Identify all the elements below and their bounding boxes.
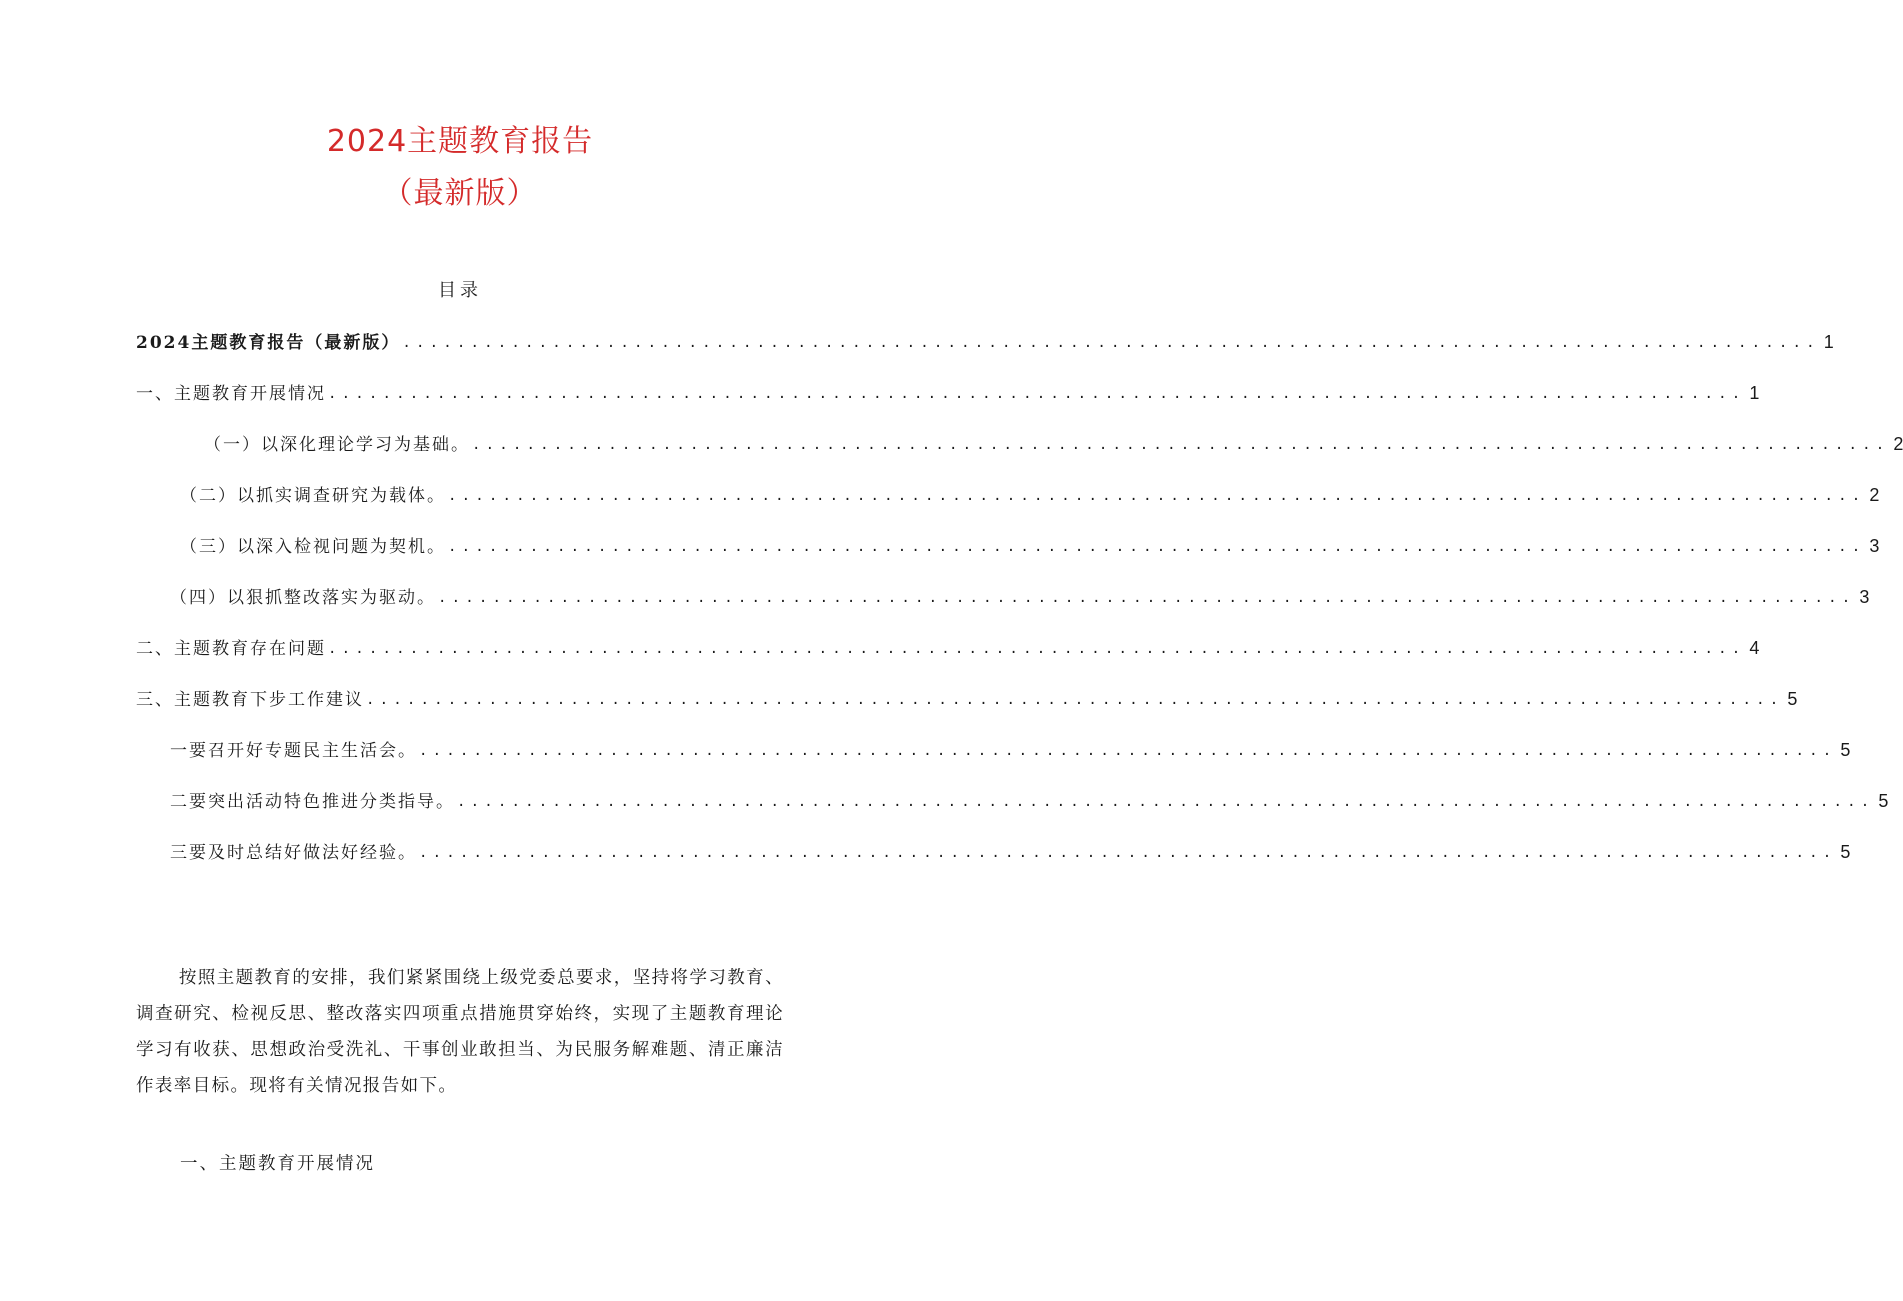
toc-entry-label: 2024主题教育报告（最新版） <box>136 333 401 353</box>
toc-dot-leader: ........................................................................................................ <box>419 743 1837 759</box>
toc-entry-page: 5 <box>1787 689 1798 709</box>
toc-dot-leader: ........................................................................................................ <box>366 692 1784 708</box>
toc-entry[interactable] <box>204 427 1903 455</box>
toc-dot-leader: ........................................................................................................ <box>402 335 1820 351</box>
toc-entry-label: （四）以狠抓整改落实为驱动。 <box>170 588 436 608</box>
toc-entry-page: 1 <box>1749 383 1760 403</box>
document-subtitle: （最新版） <box>382 176 538 211</box>
toc-dot-leader: ........................................................................................................ <box>328 641 1746 657</box>
toc-entry[interactable] <box>136 325 1834 353</box>
toc-entry[interactable] <box>170 784 1889 812</box>
toc-dot-leader: ........................................................................................................ <box>457 794 1875 810</box>
toc-entry[interactable] <box>180 529 1880 557</box>
toc-entry-label: 三要及时总结好做法好经验。 <box>170 843 417 863</box>
toc-entry-label: 三、主题教育下步工作建议 <box>136 690 364 710</box>
toc-entry-label: 一、主题教育开展情况 <box>136 384 326 404</box>
toc-entry[interactable] <box>136 682 1798 710</box>
toc-heading: 目录 <box>438 280 482 301</box>
toc-entry[interactable] <box>170 733 1851 761</box>
toc-dot-leader: ........................................................................................................ <box>328 386 1746 402</box>
toc-entry-label: 一要召开好专题民主生活会。 <box>170 741 417 761</box>
toc-entry-label: 二、主题教育存在问题 <box>136 639 326 659</box>
intro-paragraph: 按照主题教育的安排，我们紧紧围绕上级党委总要求，坚持将学习教育、调查研究、检视反思、整改落实四项重点措施贯穿始终，实现了主题教育理论学习有收获、思想政治受洗礼、干事创业敢担当、为民服务解难题、清正廉洁作表率目标。现将有关情况报告如下。 <box>136 968 784 1096</box>
toc-entry[interactable] <box>136 376 1760 404</box>
toc-entry[interactable] <box>136 631 1760 659</box>
toc-entry[interactable] <box>170 580 1870 608</box>
toc-entry-page: 5 <box>1840 842 1851 862</box>
toc-entry-page: 3 <box>1859 587 1870 607</box>
toc-dot-leader: ........................................................................................................ <box>472 437 1890 453</box>
toc-entry-label: （一）以深化理论学习为基础。 <box>204 435 470 455</box>
toc-dot-leader: ........................................................................................................ <box>419 845 1837 861</box>
toc-entry-label: （二）以抓实调查研究为载体。 <box>180 486 446 506</box>
toc-dot-leader: ........................................................................................................ <box>438 590 1856 606</box>
toc-entry-page: 1 <box>1823 332 1834 352</box>
toc-entry-page: 2 <box>1869 485 1880 505</box>
toc-dot-leader: ........................................................................................................ <box>448 488 1866 504</box>
document-title: 2024主题教育报告 <box>326 124 594 159</box>
toc-entry-page: 4 <box>1749 638 1760 658</box>
toc-entry-page: 2 <box>1893 434 1903 454</box>
toc-entry-label: 二要突出活动特色推进分类指导。 <box>170 792 455 812</box>
toc-entry-page: 3 <box>1869 536 1880 556</box>
toc-entry-page: 5 <box>1840 740 1851 760</box>
section-heading: 一、主题教育开展情况 <box>180 1154 375 1174</box>
toc-entry-page: 5 <box>1878 791 1889 811</box>
toc-entry[interactable] <box>170 835 1851 863</box>
toc-entry[interactable] <box>180 478 1880 506</box>
toc-dot-leader: ........................................................................................................ <box>448 539 1866 555</box>
toc-entry-label: （三）以深入检视问题为契机。 <box>180 537 446 557</box>
